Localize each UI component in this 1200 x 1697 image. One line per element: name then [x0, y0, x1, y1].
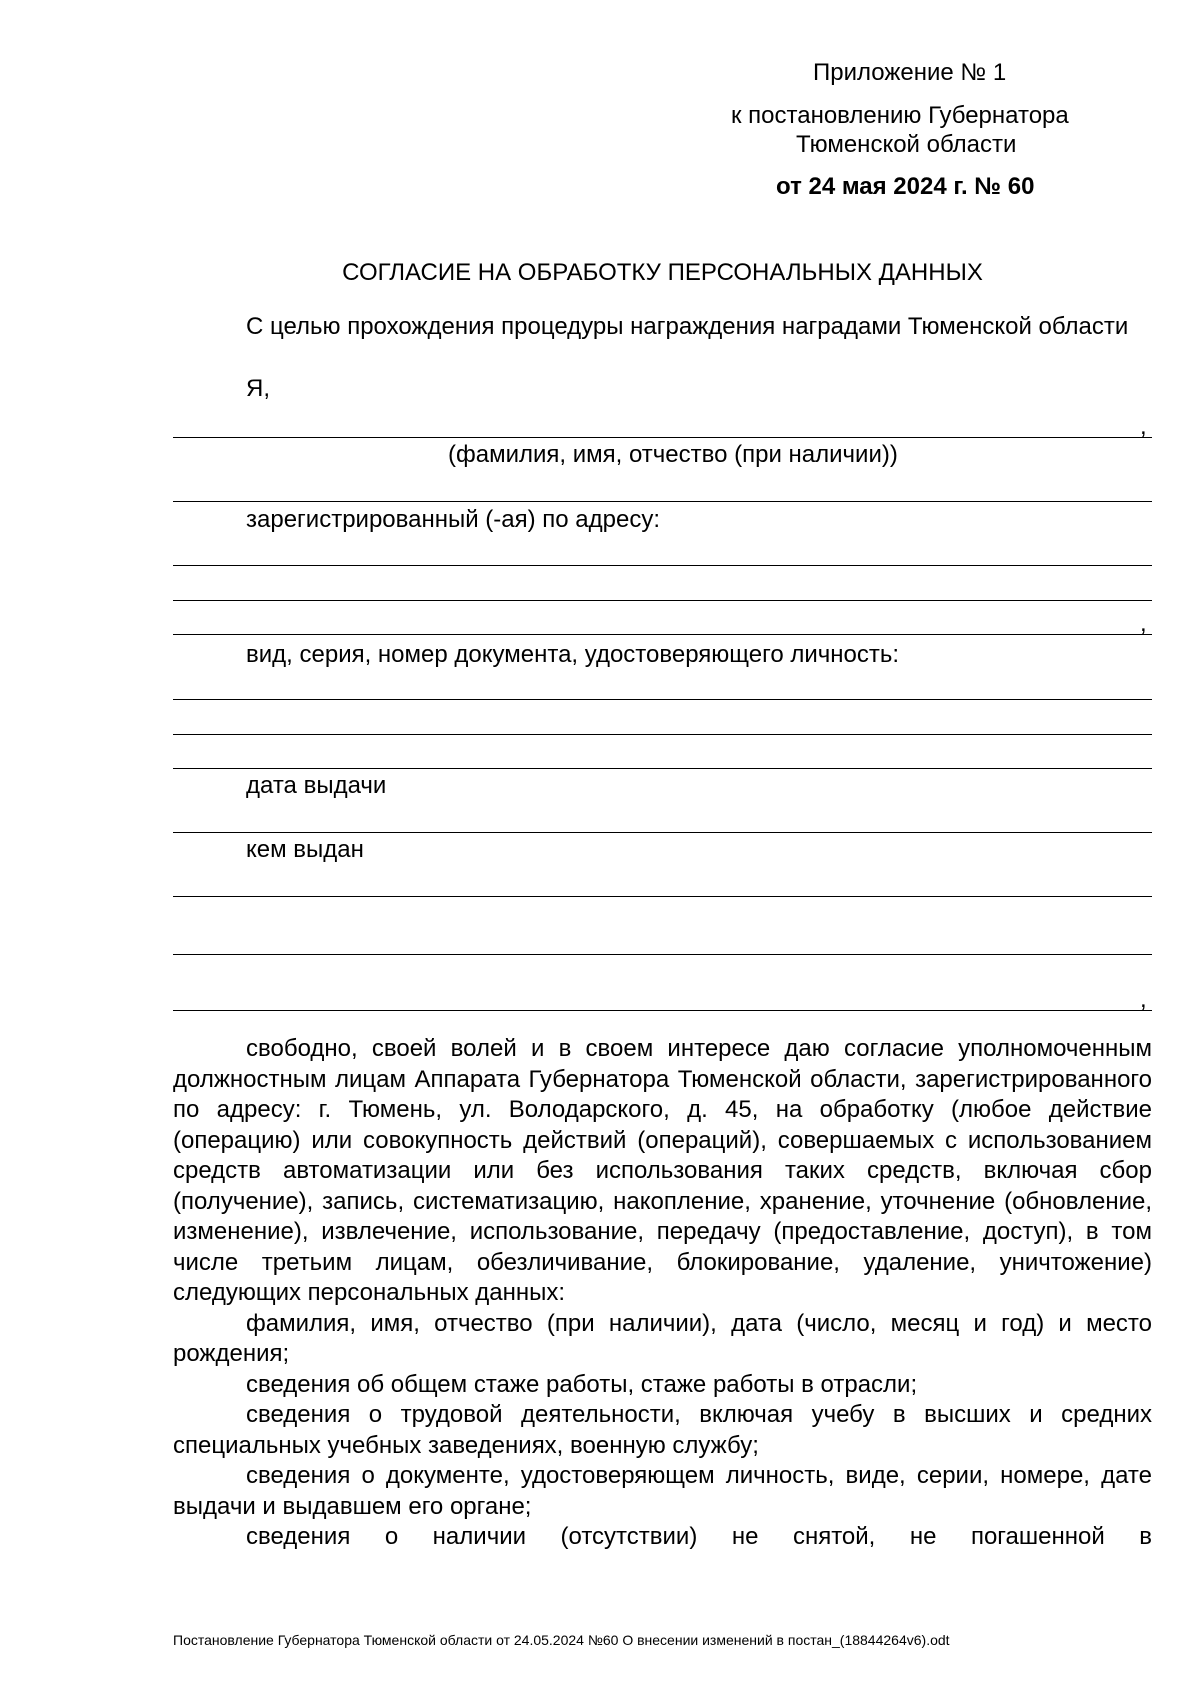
- data-item: фамилия, имя, отчество (при наличии), дата (число, месяц и год) и место рождения;: [173, 1309, 1152, 1367]
- id-document-input-line-1[interactable]: [173, 699, 1152, 700]
- address-input-line-3[interactable]: [173, 634, 1152, 635]
- issued-by-label: кем выдан: [246, 836, 364, 863]
- data-item: сведения о трудовой деятельности, включая учебу в высших и средних специальных учебных заведениях, военную службу;: [173, 1401, 1152, 1459]
- data-item: сведения о наличии (отсутствии) не снятой, не погашенной в: [246, 1523, 1152, 1550]
- address-input-line-2[interactable]: [173, 600, 1152, 601]
- issued-by-input-line-2[interactable]: [173, 954, 1152, 955]
- issued-by-input-line-1[interactable]: [173, 896, 1152, 897]
- address-input-line-1[interactable]: [173, 565, 1152, 566]
- id-document-input-line-3[interactable]: [173, 768, 1152, 769]
- resolution-region: Тюменской области: [796, 131, 1017, 158]
- data-item: сведения о документе, удостоверяющем личность, виде, серии, номере, дате выдачи и выдавшем его органе;: [173, 1462, 1152, 1520]
- issued-by-input-line-3[interactable]: [173, 1010, 1152, 1011]
- issued-by-line-comma: ,: [1140, 986, 1147, 1013]
- resolution-reference: к постановлению Губернатора: [731, 102, 1069, 129]
- i-label: Я,: [246, 375, 270, 402]
- data-item: сведения об общем стаже работы, стаже работы в отрасли;: [246, 1370, 918, 1398]
- resolution-date-number: от 24 мая 2024 г. № 60: [776, 173, 1035, 200]
- consent-body: [173, 1034, 1152, 1553]
- appendix-number: Приложение № 1: [813, 59, 1007, 86]
- consent-paragraph: свободно, своей волей и в своем интересе даю согласие уполномоченным должностным лицам Аппарата Губернатора Тюменской области, зарегистрированного по адресу: г. Тюмень, ул. Володарского, д. 45, на обработку (любое действие (операцию) или совокупность действий (операций), совершаемых с использованием средств автоматизации или без использования таких средств, включая сбор (получение), запись, систематизацию, накопление, хранение, уточнение (обновление, изменение), извлечение, использование, передачу (предоставление, доступ), в том числе третьим лицам, обезличивание, блокирование, удаление, уничтожение) следующих персональных данных:: [173, 1035, 1152, 1306]
- address-line-comma: ,: [1140, 610, 1147, 637]
- fio-input-line[interactable]: [173, 437, 1152, 438]
- issue-date-input-line[interactable]: [173, 832, 1152, 833]
- purpose-paragraph: [173, 312, 1152, 343]
- purpose-text: С целью прохождения процедуры награждения наградами Тюменской области: [246, 313, 1129, 340]
- document-title: СОГЛАСИЕ НА ОБРАБОТКУ ПЕРСОНАЛЬНЫХ ДАННЫХ: [342, 259, 983, 286]
- address-label: зарегистрированный (-ая) по адресу:: [246, 506, 661, 533]
- fio-line-comma: ,: [1140, 413, 1147, 440]
- id-document-label: вид, серия, номер документа, удостоверяющего личность:: [246, 641, 900, 668]
- separator-line: [173, 501, 1152, 502]
- fio-caption: (фамилия, имя, отчество (при наличии)): [448, 441, 898, 468]
- document-footer: Постановление Губернатора Тюменской области от 24.05.2024 №60 О внесении изменений в постан_(18844264v6).odt: [173, 1632, 950, 1648]
- id-document-input-line-2[interactable]: [173, 734, 1152, 735]
- issue-date-label: дата выдачи: [246, 772, 387, 799]
